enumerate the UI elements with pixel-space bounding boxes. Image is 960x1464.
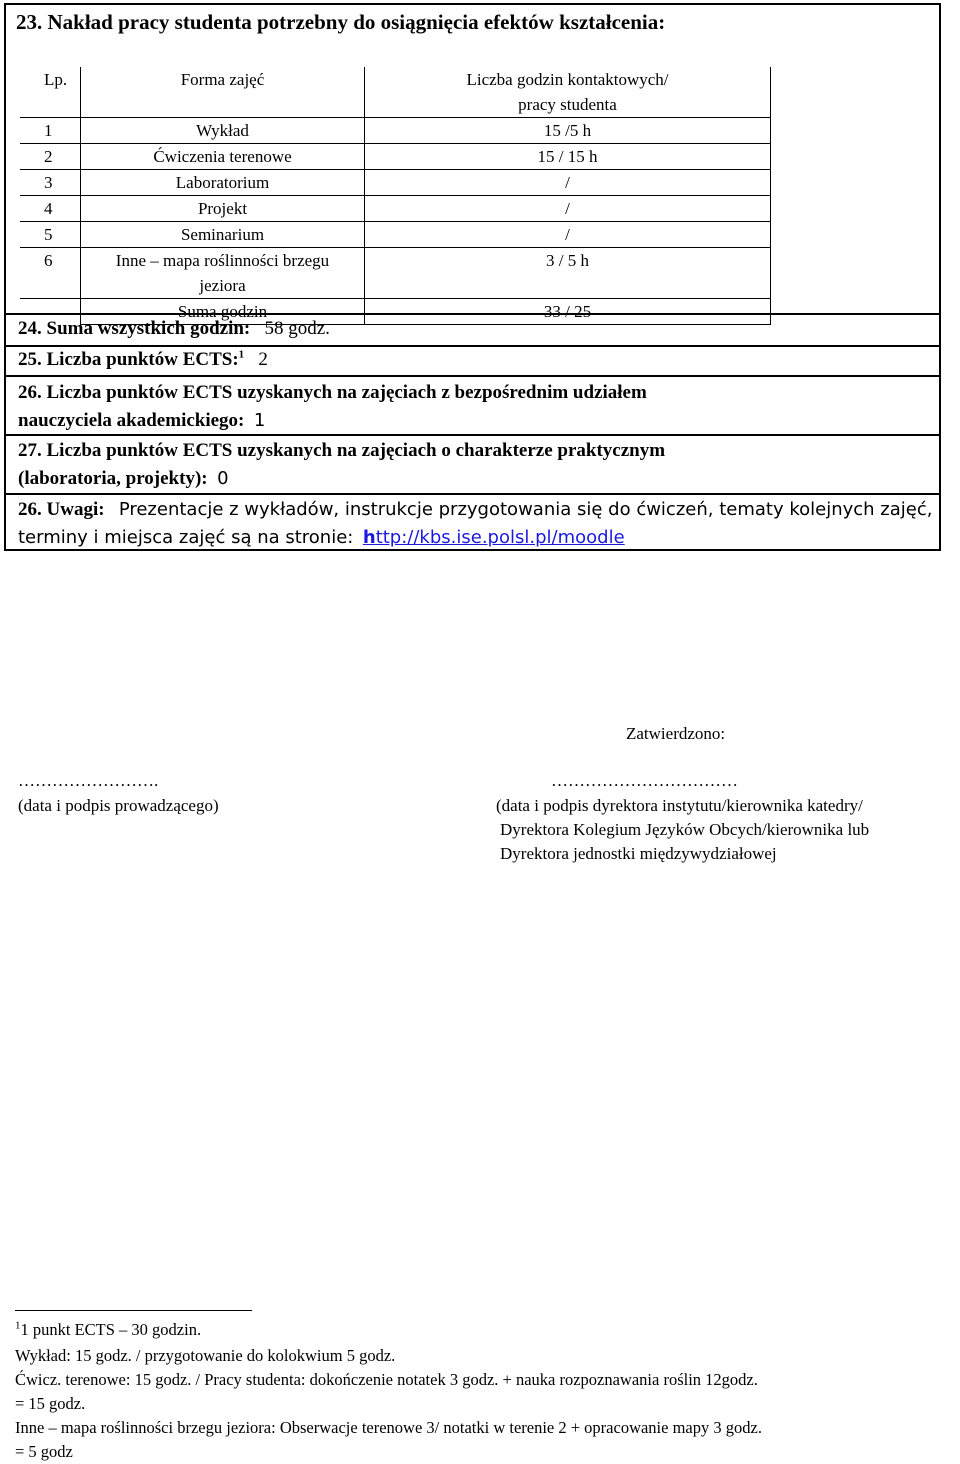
divider bbox=[6, 345, 939, 347]
row-forma bbox=[81, 248, 365, 299]
section-26b-text: Prezentacje z wykładów, instrukcje przygotowania się do ćwiczeń, tematy kolejnych zajęć, terminy i miejsca zajęć są na stronie: bbox=[18, 499, 933, 548]
section-26b-label: 26. Uwagi: bbox=[18, 499, 105, 520]
footnote-text: 1 punkt ECTS – 30 godzin. bbox=[20, 1320, 202, 1339]
row-forma-line1: Inne – mapa roślinności brzegu bbox=[115, 251, 330, 270]
row-forma-line2: jeziora bbox=[199, 276, 246, 295]
table-row bbox=[20, 144, 771, 170]
left-signature-dots: ……………………. bbox=[18, 771, 159, 790]
footnote-line: Wykład: 15 godz. / przygotowanie do kolokwium 5 godz. bbox=[15, 1346, 396, 1365]
row-forma: Wykład bbox=[81, 118, 365, 144]
section-27-line1: 27. Liczba punktów ECTS uzyskanych na zajęciach o charakterze praktycznym bbox=[18, 440, 666, 461]
divider bbox=[6, 434, 939, 436]
row-hours: 15 / 15 h bbox=[365, 144, 771, 170]
footnote-sup: 1 bbox=[15, 1319, 21, 1332]
header-lp: Lp. bbox=[20, 67, 81, 118]
moodle-link-first: h bbox=[362, 527, 376, 548]
table-row bbox=[20, 248, 771, 299]
footnote-ref: 1 bbox=[238, 348, 245, 361]
row-forma: Laboratorium bbox=[81, 170, 365, 196]
divider bbox=[6, 313, 939, 315]
footnote-line: = 5 godz bbox=[15, 1442, 73, 1461]
moodle-link[interactable] bbox=[363, 527, 625, 548]
section-26a-line1: 26. Liczba punktów ECTS uzyskanych na zajęciach z bezpośrednim udziałem bbox=[18, 382, 647, 403]
section-26a-value: 1 bbox=[253, 410, 266, 431]
sum-value: 33 / 25 bbox=[365, 299, 771, 325]
section-25-label: 25. Liczba punktów ECTS: bbox=[18, 349, 239, 370]
row-forma: Projekt bbox=[81, 196, 365, 222]
approved-label: Zatwierdzono: bbox=[626, 724, 726, 743]
header-hours bbox=[365, 67, 771, 118]
footnote-separator bbox=[15, 1310, 252, 1311]
moodle-link-rest: ttp://kbs.ise.polsl.pl/moodle bbox=[375, 527, 625, 548]
section-27-line2: (laboratoria, projekty): bbox=[18, 468, 208, 489]
row-hours: / bbox=[365, 222, 771, 248]
row-lp: 3 bbox=[20, 170, 81, 196]
section-24-label: 24. Suma wszystkich godzin: bbox=[18, 318, 251, 339]
row-hours: / bbox=[365, 170, 771, 196]
section-23-title: 23. Nakład pracy studenta potrzebny do osiągnięcia efektów kształcenia: bbox=[16, 10, 666, 34]
right-signature-line1: (data i podpis dyrektora instytutu/kierownika katedry/ bbox=[496, 796, 863, 815]
right-signature-line2: Dyrektora Kolegium Języków Obcych/kierownika lub bbox=[500, 820, 870, 839]
row-lp: 5 bbox=[20, 222, 81, 248]
section-27-value: 0 bbox=[217, 468, 229, 489]
header-hours-line2: pracy studenta bbox=[518, 95, 617, 114]
section-27 bbox=[18, 437, 665, 493]
table-header-row bbox=[20, 67, 771, 118]
header-hours-line1: Liczba godzin kontaktowych/ bbox=[466, 70, 669, 89]
section-26b bbox=[18, 496, 938, 552]
section-26a bbox=[18, 379, 647, 435]
divider bbox=[6, 493, 939, 495]
section-24-value: 58 godz. bbox=[264, 318, 330, 339]
footnote-line: Inne – mapa roślinności brzegu jeziora: Obserwacje terenowe 3/ notatki w terenie 2 + opracowanie mapy 3 godz. bbox=[15, 1418, 762, 1437]
right-signature-line3: Dyrektora jednostki międzywydziałowej bbox=[500, 844, 777, 863]
table-row bbox=[20, 170, 771, 196]
section-25 bbox=[18, 349, 268, 371]
section-25-value: 2 bbox=[258, 349, 268, 370]
workload-table bbox=[20, 67, 771, 325]
header-forma: Forma zajęć bbox=[81, 67, 365, 118]
right-signature-dots: …………………………… bbox=[551, 771, 738, 790]
section-24 bbox=[18, 318, 330, 340]
row-hours: / bbox=[365, 196, 771, 222]
row-lp: 6 bbox=[20, 248, 81, 299]
row-lp: 2 bbox=[20, 144, 81, 170]
table-row bbox=[20, 196, 771, 222]
table-row bbox=[20, 118, 771, 144]
footnote-line: Ćwicz. terenowe: 15 godz. / Pracy studenta: dokończenie notatek 3 godz. + nauka rozpoznawania roślin 12godz. bbox=[15, 1370, 758, 1389]
footnote-line: = 15 godz. bbox=[15, 1394, 86, 1413]
row-lp: 4 bbox=[20, 196, 81, 222]
footnote-line bbox=[15, 1318, 201, 1342]
row-lp: 1 bbox=[20, 118, 81, 144]
section-26a-line2: nauczyciela akademickiego: bbox=[18, 410, 245, 431]
left-signature-caption: (data i podpis prowadzącego) bbox=[18, 796, 219, 815]
syllabus-section-box bbox=[4, 3, 941, 551]
row-hours: 3 / 5 h bbox=[365, 248, 771, 299]
row-forma: Ćwiczenia terenowe bbox=[81, 144, 365, 170]
divider bbox=[6, 375, 939, 377]
sum-label: Suma godzin bbox=[81, 299, 365, 325]
row-forma: Seminarium bbox=[81, 222, 365, 248]
table-row bbox=[20, 222, 771, 248]
row-hours: 15 /5 h bbox=[365, 118, 771, 144]
